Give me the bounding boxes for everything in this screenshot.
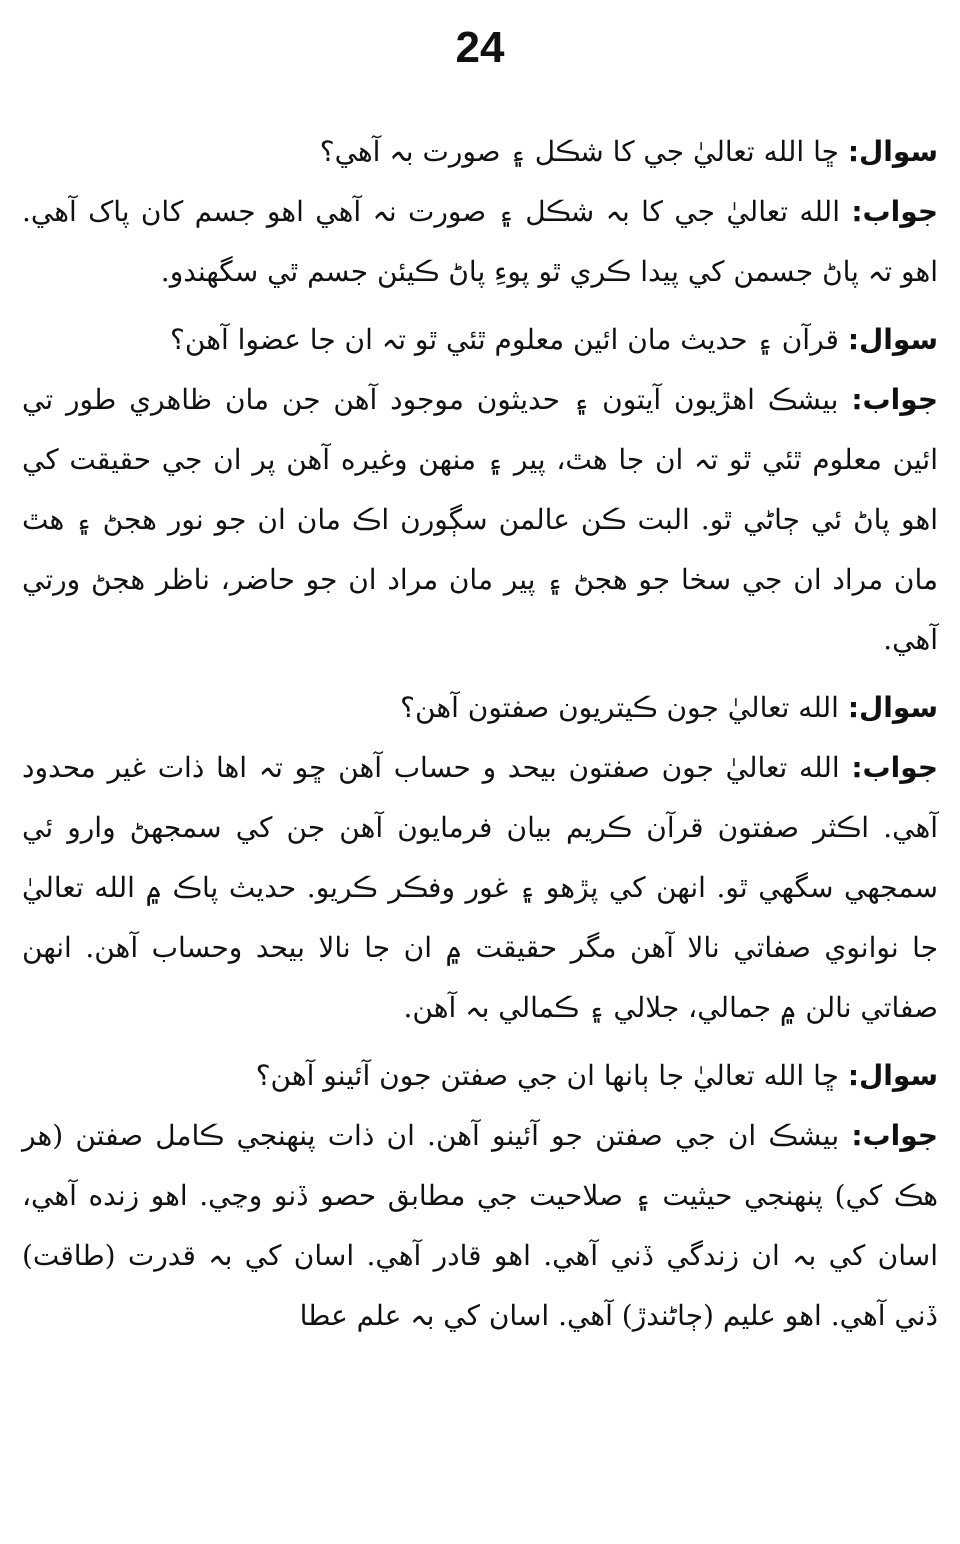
question-label: سوال: [847, 1059, 938, 1092]
answer-text: الله تعاليٰ جون صفتون بيحد و حساب آهن ڇو تہ اها ذات غير محدود آهي. اڪثر صفتون قرآن ڪريم بيان فرمايون آهن جن کي سمجهڻ وارو ئي سمجهي سگهي ٿو. انهن کي پڙهو ۽ غور وفڪر ڪريو. حديث پاڪ ۾ الله تعاليٰ جا نوانوي صفاتي نالا آهن مگر حقيقت ۾ ان جا نالا بيحد وحساب آهن. انهن صفاتي نالن ۾ جمالي، جلالي ۽ ڪمالي بہ آهن. [22, 751, 939, 1024]
question-1 [22, 122, 938, 182]
answer-2 [22, 370, 938, 670]
question-text: قرآن ۽ حديث مان ائين معلوم ٿئي ٿو تہ ان جا عضوا آهن؟ [170, 323, 848, 356]
question-text: ڇا الله تعاليٰ جي کا شڪل ۽ صورت بہ آهي؟ [319, 135, 848, 168]
page-number: 24 [455, 23, 505, 72]
answer-label: جواب: [851, 195, 938, 228]
question-text: ڇا الله تعاليٰ جا ٻانها ان جي صفتن جون آئينو آهن؟ [255, 1059, 848, 1092]
answer-text: بيشڪ ان جي صفتن جو آئينو آهن. ان ذات پنهنجي ڪامل صفتن (هر هڪ کي) پنهنجي حيثيت ۽ صلاحيت جي مطابق حصو ڏنو وڃي. اهو زنده آهي، اسان کي بہ ان زندگي ڏني آهي. اهو قادر آهي. اسان کي بہ قدرت (طاقت) ڏني آهي. اهو عليم (ڄاڻندڙ) آهي. اسان کي بہ علم عطا [22, 1119, 938, 1332]
answer-3 [22, 738, 938, 1038]
answer-label: جواب: [851, 383, 938, 416]
answer-label: جواب: [851, 751, 938, 784]
question-3 [22, 678, 938, 738]
question-label: سوال: [847, 691, 938, 724]
question-2 [22, 310, 938, 370]
question-text: الله تعاليٰ جون ڪيتريون صفتون آهن؟ [400, 691, 848, 724]
question-4 [22, 1046, 938, 1106]
answer-1 [22, 182, 938, 302]
answer-text: بيشڪ اهڙيون آيتون ۽ حديثون موجود آهن جن مان ظاهري طور تي ائين معلوم ٿئي ٿو تہ ان جا هٿ، پير ۽ منهن وغيره آهن پر ان جي حقيقت کي اهو پاڻ ئي ڄاڻي ٿو. البت ڪن عالمن سڳورن اڪ مان ان جو نور هجڻ ۽ هٿ مان مراد ان جي سخا جو هجڻ ۽ پير مان مراد ان جو حاضر، ناظر هجڻ ورتي آهي. [22, 383, 938, 656]
answer-text: الله تعاليٰ جي کا بہ شڪل ۽ صورت نہ آهي اهو جسم کان پاک آهي. اهو تہ پاڻ جسمن کي پيدا ڪري ٿو پوءِ پاڻ ڪيئن جسم ٿي سگهندو. [22, 195, 938, 288]
answer-label: جواب: [851, 1119, 938, 1152]
question-label: سوال: [847, 323, 938, 356]
question-label: سوال: [847, 135, 938, 168]
answer-4 [22, 1106, 938, 1346]
